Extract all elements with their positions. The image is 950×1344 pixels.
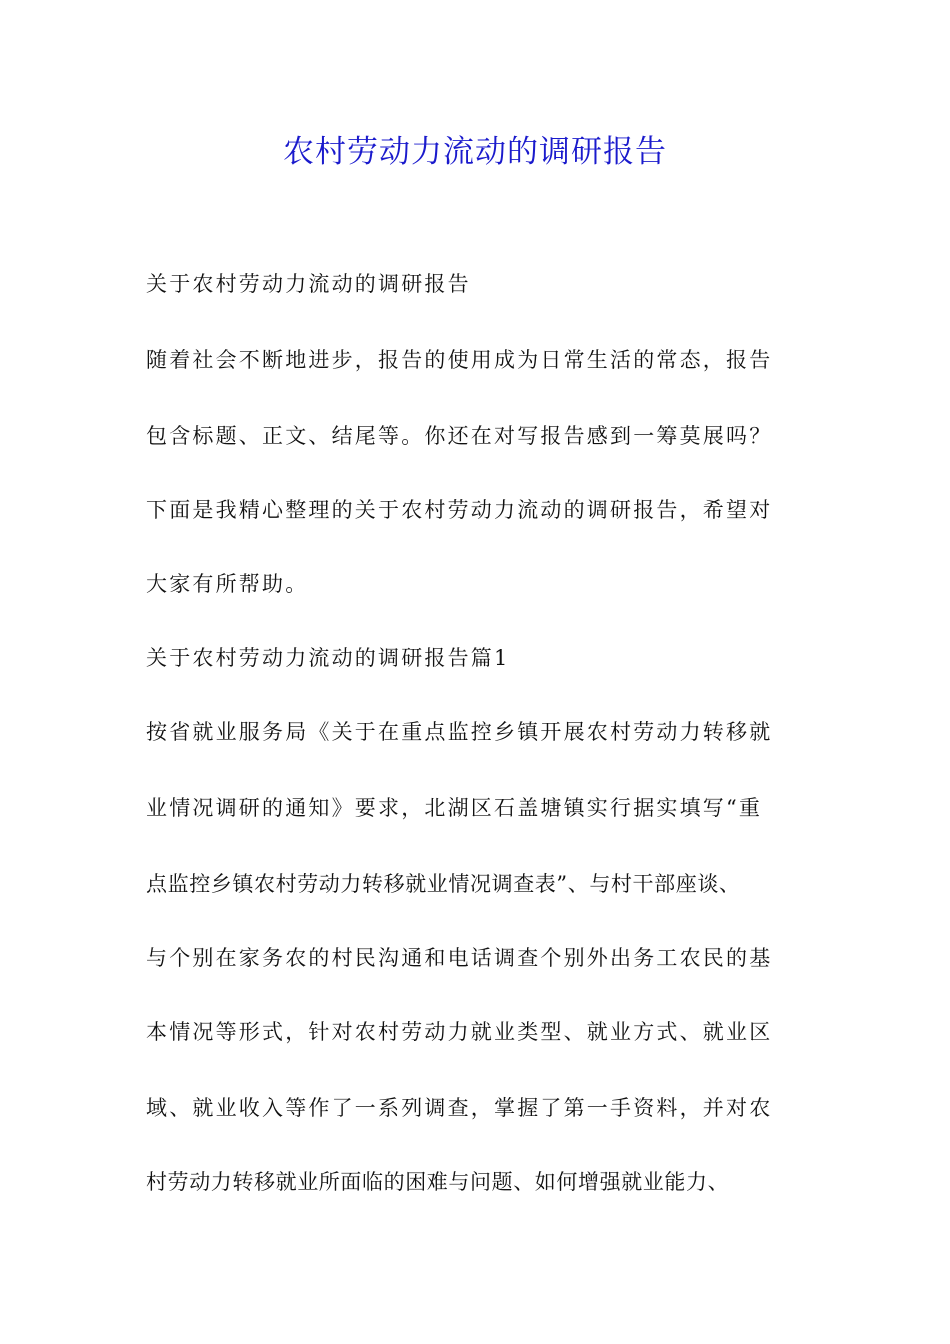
body-line: 与个别在家务农的村民沟通和电话调查个别外出务工农民的基 bbox=[146, 946, 773, 970]
body-line: 村劳动力转移就业所面临的困难与问题、如何增强就业能力、 bbox=[146, 1170, 730, 1194]
body-line: 按省就业服务局《关于在重点监控乡镇开展农村劳动力转移就 bbox=[146, 720, 773, 744]
body-line: 随着社会不断地进步，报告的使用成为日常生活的常态，报告 bbox=[146, 348, 773, 372]
body-line: 业情况调研的通知》要求，北湖区石盖塘镇实行据实填写“重 bbox=[146, 796, 763, 820]
document-title: 农村劳动力流动的调研报告 bbox=[283, 134, 667, 170]
body-line: 大家有所帮助。 bbox=[146, 572, 309, 596]
body-line: 本情况等形式，针对农村劳动力就业类型、就业方式、就业区 bbox=[146, 1020, 773, 1044]
body-line: 下面是我精心整理的关于农村劳动力流动的调研报告，希望对 bbox=[146, 498, 773, 522]
subtitle-line: 关于农村劳动力流动的调研报告 bbox=[146, 272, 471, 296]
body-line: 域、就业收入等作了一系列调查，掌握了第一手资料，并对农 bbox=[146, 1096, 773, 1120]
body-line: 包含标题、正文、结尾等。你还在对写报告感到一筹莫展吗？ bbox=[146, 424, 773, 448]
section-heading: 关于农村劳动力流动的调研报告篇1 bbox=[146, 646, 510, 670]
body-line: 点监控乡镇农村劳动力转移就业情况调查表”、与村干部座谈、 bbox=[146, 872, 741, 896]
